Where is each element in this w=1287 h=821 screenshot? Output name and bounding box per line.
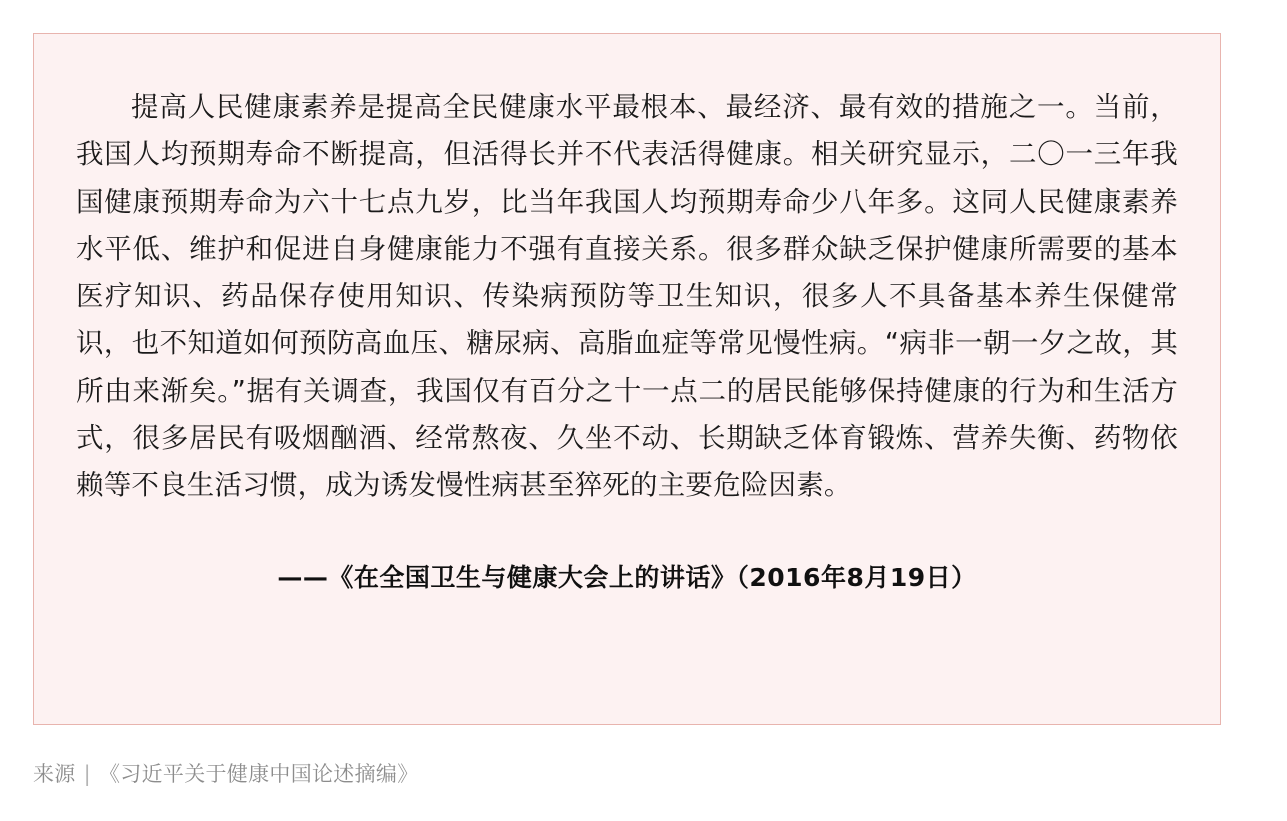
source-credit-value: 《习近平关于健康中国论述摘编》	[99, 762, 419, 786]
source-credit	[33, 758, 419, 788]
source-credit-separator: |	[83, 762, 91, 786]
quote-card	[33, 33, 1221, 725]
quote-attribution: ——《在全国卫生与健康大会上的讲话》（2016年8月19日）	[277, 562, 977, 592]
quote-body-text: 提高人民健康素养是提高全民健康水平最根本、最经济、最有效的措施之一。当前，我国人均预期寿命不断提高，但活得长并不代表活得健康。相关研究显示，二〇一三年我国健康预期寿命为六十七点九岁，比当年我国人均预期寿命少八年多。这同人民健康素养水平低、维护和促进自身健康能力不强有直接关系。很多群众缺乏保护健康所需要的基本医疗知识、药品保存使用知识、传染病预防等卫生知识，很多人不具备基本养生保健常识，也不知道如何预防高血压、糖尿病、高脂血症等常见慢性病。“病非一朝一夕之故，其所由来渐矣。”据有关调查，我国仅有百分之十一点二的居民能够保持健康的行为和生活方式，很多居民有吸烟酗酒、经常熬夜、久坐不动、长期缺乏体育锻炼、营养失衡、药物依赖等不良生活习惯，成为诱发慢性病甚至猝死的主要危险因素。	[76, 91, 1178, 502]
source-credit-label: 来源	[33, 762, 76, 786]
